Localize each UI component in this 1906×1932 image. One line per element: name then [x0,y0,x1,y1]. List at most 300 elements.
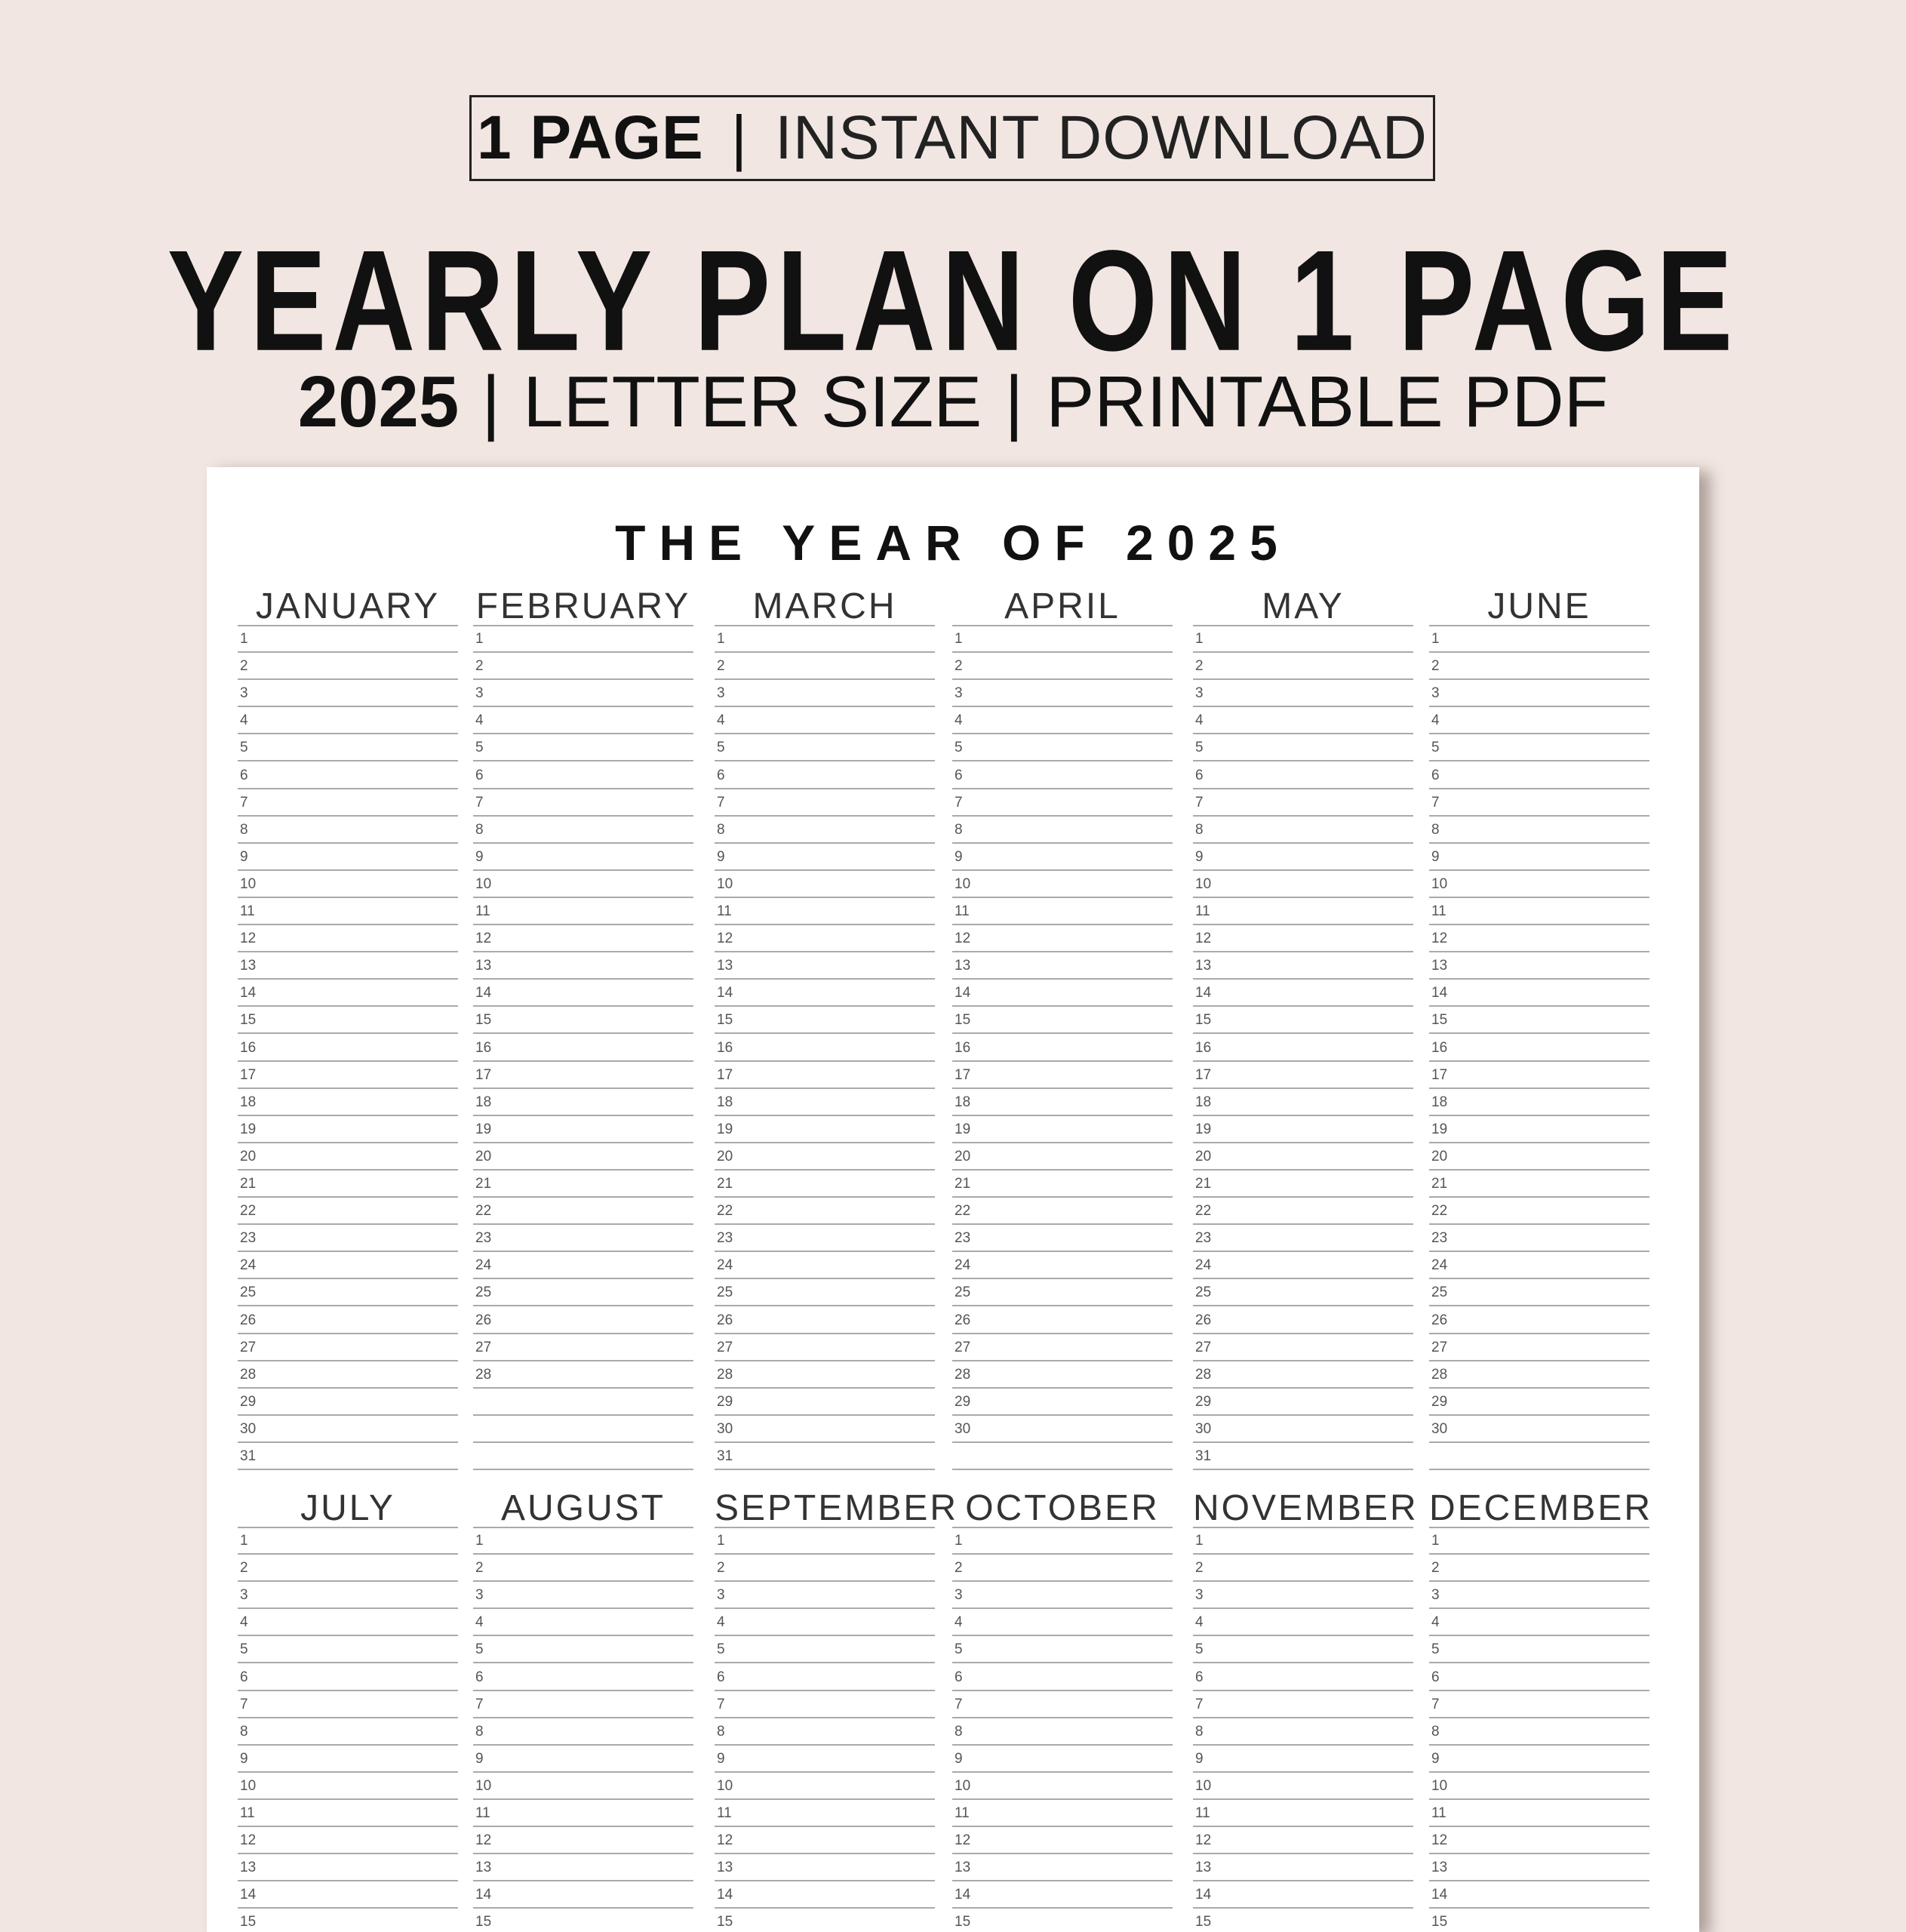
day-row[interactable] [473,1225,693,1252]
day-row[interactable] [238,1035,458,1062]
day-row[interactable] [238,844,458,871]
day-row[interactable] [715,1279,935,1306]
day-row[interactable] [1193,680,1413,707]
day-row[interactable] [715,1636,935,1663]
day-row[interactable] [238,817,458,844]
day-row[interactable] [1193,1773,1413,1800]
day-row[interactable] [238,1007,458,1034]
day-number: 22 [475,1203,492,1220]
day-row[interactable] [473,1582,693,1609]
day-row[interactable] [715,1718,935,1746]
day-row[interactable] [473,844,693,871]
day-row[interactable] [1193,1909,1413,1932]
day-row[interactable] [1193,1007,1413,1034]
day-row[interactable] [1429,1718,1649,1746]
day-row[interactable] [1429,1007,1649,1034]
day-number: 3 [717,1587,725,1604]
day-number: 26 [475,1312,492,1328]
day-row[interactable] [715,1361,935,1389]
day-row[interactable] [952,817,1173,844]
day-row[interactable] [1429,626,1649,653]
day-row[interactable] [1193,1718,1413,1746]
day-row[interactable] [238,952,458,980]
day-row[interactable] [473,1443,693,1470]
day-row[interactable] [952,1143,1173,1171]
day-row[interactable] [1193,1225,1413,1252]
day-number: 11 [955,1805,970,1821]
day-row[interactable] [238,980,458,1007]
day-row[interactable] [952,1279,1173,1306]
day-row[interactable] [473,1881,693,1909]
day-number: 12 [1431,1832,1448,1849]
day-row[interactable] [715,1334,935,1361]
day-row[interactable] [715,626,935,653]
day-row[interactable] [1429,1691,1649,1718]
day-row[interactable] [1429,1609,1649,1636]
day-row[interactable] [473,1555,693,1582]
day-row[interactable] [715,1062,935,1089]
day-row[interactable] [473,871,693,898]
day-row[interactable] [238,1881,458,1909]
day-number: 10 [1195,1777,1212,1794]
day-row[interactable] [952,1691,1173,1718]
day-row[interactable] [1429,1361,1649,1389]
day-row[interactable] [473,734,693,761]
day-row[interactable] [238,626,458,653]
day-row[interactable] [952,1007,1173,1034]
day-number: 8 [475,821,484,838]
day-row[interactable] [238,1718,458,1746]
day-row[interactable] [238,925,458,952]
day-row[interactable] [473,980,693,1007]
day-row[interactable] [238,1609,458,1636]
day-row[interactable] [1429,1089,1649,1116]
day-row[interactable] [1429,762,1649,789]
day-number: 2 [240,658,248,675]
day-row[interactable] [473,1361,693,1389]
day-row[interactable] [715,1143,935,1171]
day-row[interactable] [473,1307,693,1334]
day-row[interactable] [1193,653,1413,680]
day-row[interactable] [952,626,1173,653]
day-row[interactable] [238,1307,458,1334]
day-number: 18 [1195,1094,1212,1110]
day-row[interactable] [1193,1443,1413,1470]
day-row[interactable] [952,734,1173,761]
day-row[interactable] [952,1225,1173,1252]
day-number: 11 [1195,903,1210,919]
day-row[interactable] [715,1773,935,1800]
day-row[interactable] [1429,1307,1649,1334]
day-row[interactable] [473,789,693,817]
day-row[interactable] [715,1416,935,1443]
day-row[interactable] [473,1171,693,1198]
day-row[interactable] [1193,1171,1413,1198]
day-row[interactable] [473,1746,693,1773]
day-row[interactable] [952,1416,1173,1443]
day-row[interactable] [473,1609,693,1636]
day-row[interactable] [473,1035,693,1062]
day-row[interactable] [238,1143,458,1171]
day-row[interactable] [1193,1854,1413,1881]
day-row[interactable] [715,653,935,680]
day-row[interactable] [952,980,1173,1007]
day-row[interactable] [238,1800,458,1827]
day-row[interactable] [238,1827,458,1854]
day-row[interactable] [1193,707,1413,734]
day-row[interactable] [1429,1143,1649,1171]
day-row[interactable] [1429,952,1649,980]
day-row[interactable] [715,1664,935,1691]
day-row[interactable] [238,707,458,734]
day-row[interactable] [952,653,1173,680]
day-number: 19 [240,1121,257,1137]
day-row[interactable] [1193,626,1413,653]
day-row[interactable] [1429,1582,1649,1609]
day-row[interactable] [1193,1555,1413,1582]
badge-download: INSTANT DOWNLOAD [775,103,1428,172]
day-row[interactable] [238,1062,458,1089]
day-row[interactable] [1429,707,1649,734]
day-row[interactable] [715,1252,935,1279]
day-row[interactable] [952,1089,1173,1116]
day-row[interactable] [1429,1909,1649,1932]
day-row[interactable] [715,844,935,871]
day-row[interactable] [473,1198,693,1225]
day-number: 13 [240,958,257,974]
day-row[interactable] [473,1691,693,1718]
day-row[interactable] [952,789,1173,817]
day-row[interactable] [1193,1035,1413,1062]
day-number: 24 [475,1257,492,1274]
day-row[interactable] [715,1854,935,1881]
day-row[interactable] [1193,1389,1413,1416]
day-number: 7 [475,1696,484,1712]
day-row[interactable] [952,871,1173,898]
day-row[interactable] [1193,898,1413,925]
day-row[interactable] [1429,898,1649,925]
day-row[interactable] [1429,653,1649,680]
day-row[interactable] [238,1909,458,1932]
day-row[interactable] [715,707,935,734]
day-row[interactable] [1193,1582,1413,1609]
day-row[interactable] [238,1664,458,1691]
day-number: 6 [1195,1669,1204,1685]
day-row[interactable] [238,680,458,707]
day-row[interactable] [238,1389,458,1416]
day-row[interactable] [715,898,935,925]
subtitle-year: 2025 [297,361,460,442]
day-row[interactable] [715,1089,935,1116]
day-row[interactable] [715,1555,935,1582]
day-row[interactable] [715,1007,935,1034]
day-row[interactable] [952,1881,1173,1909]
day-row[interactable] [238,1582,458,1609]
day-row[interactable] [715,1527,935,1555]
day-row[interactable] [473,1334,693,1361]
day-row[interactable] [715,925,935,952]
day-row[interactable] [1429,1881,1649,1909]
day-row[interactable] [473,653,693,680]
day-row[interactable] [952,1746,1173,1773]
day-row[interactable] [1429,844,1649,871]
day-row[interactable] [473,1062,693,1089]
day-row[interactable] [473,1773,693,1800]
day-number: 25 [1431,1284,1448,1301]
day-number: 11 [240,903,255,919]
day-row[interactable] [473,626,693,653]
day-row[interactable] [1429,1334,1649,1361]
day-row[interactable] [952,1664,1173,1691]
day-row[interactable] [1429,1854,1649,1881]
day-row[interactable] [473,680,693,707]
day-row[interactable] [1429,1527,1649,1555]
day-row[interactable] [238,1252,458,1279]
day-row[interactable] [1193,980,1413,1007]
day-row[interactable] [473,1827,693,1854]
day-row[interactable] [473,1089,693,1116]
day-row[interactable] [952,898,1173,925]
day-row[interactable] [238,789,458,817]
day-row[interactable] [1193,1664,1413,1691]
day-row[interactable] [1193,1416,1413,1443]
day-row[interactable] [1429,1416,1649,1443]
day-row[interactable] [1429,1171,1649,1198]
day-row[interactable] [238,1334,458,1361]
day-row[interactable] [952,1307,1173,1334]
day-row[interactable] [238,1555,458,1582]
day-row[interactable] [952,1443,1173,1470]
day-row[interactable] [1193,734,1413,761]
day-row[interactable] [1429,680,1649,707]
day-row[interactable] [473,925,693,952]
day-row[interactable] [715,871,935,898]
day-row[interactable] [1429,1062,1649,1089]
day-row[interactable] [473,1909,693,1932]
day-row[interactable] [715,1389,935,1416]
day-row[interactable] [715,762,935,789]
day-row[interactable] [473,1800,693,1827]
day-row[interactable] [1193,1089,1413,1116]
day-row[interactable] [473,1527,693,1555]
day-row[interactable] [238,1416,458,1443]
day-row[interactable] [238,1225,458,1252]
day-row[interactable] [715,789,935,817]
day-row[interactable] [952,1773,1173,1800]
day-row[interactable] [1429,1116,1649,1143]
day-row[interactable] [473,1007,693,1034]
day-row[interactable] [952,1636,1173,1663]
day-row[interactable] [715,1225,935,1252]
day-row[interactable] [1429,1443,1649,1470]
day-row[interactable] [715,1582,935,1609]
day-row[interactable] [238,1746,458,1773]
day-row[interactable] [1193,1800,1413,1827]
day-row[interactable] [1193,1527,1413,1555]
day-row[interactable] [1429,1636,1649,1663]
day-row[interactable] [1429,1389,1649,1416]
day-row[interactable] [1429,1800,1649,1827]
day-row[interactable] [1429,1664,1649,1691]
day-row[interactable] [715,1307,935,1334]
day-row[interactable] [1193,925,1413,952]
day-row[interactable] [1193,1116,1413,1143]
day-row[interactable] [1193,1746,1413,1773]
day-row[interactable] [952,1361,1173,1389]
day-row[interactable] [238,1116,458,1143]
day-row[interactable] [238,1279,458,1306]
day-row[interactable] [715,1198,935,1225]
day-row[interactable] [715,980,935,1007]
day-row[interactable] [715,1609,935,1636]
day-row[interactable] [952,1527,1173,1555]
day-row[interactable] [238,1089,458,1116]
day-row[interactable] [473,817,693,844]
day-row[interactable] [1193,844,1413,871]
day-row[interactable] [1193,762,1413,789]
day-row[interactable] [952,1334,1173,1361]
day-row[interactable] [715,1909,935,1932]
day-row[interactable] [1429,1555,1649,1582]
day-row[interactable] [952,707,1173,734]
day-number: 6 [475,767,484,783]
day-row[interactable] [238,762,458,789]
day-row[interactable] [952,1909,1173,1932]
day-row[interactable] [238,1443,458,1470]
day-row[interactable] [1193,1062,1413,1089]
day-row[interactable] [1429,1035,1649,1062]
day-row[interactable] [1193,1609,1413,1636]
day-row[interactable] [238,653,458,680]
day-row[interactable] [1193,1636,1413,1663]
day-row[interactable] [1193,1881,1413,1909]
day-row[interactable] [473,1854,693,1881]
day-row[interactable] [952,1609,1173,1636]
day-row[interactable] [473,1116,693,1143]
day-row[interactable] [473,1143,693,1171]
day-row[interactable] [952,1171,1173,1198]
day-row[interactable] [952,1854,1173,1881]
day-row[interactable] [238,1691,458,1718]
day-row[interactable] [715,1881,935,1909]
day-row[interactable] [473,898,693,925]
day-row[interactable] [952,762,1173,789]
day-row[interactable] [473,1389,693,1416]
day-row[interactable] [1193,1334,1413,1361]
day-row[interactable] [1429,789,1649,817]
day-row[interactable] [952,1718,1173,1746]
day-row[interactable] [715,1746,935,1773]
day-number: 30 [1431,1420,1448,1437]
day-row[interactable] [473,1279,693,1306]
day-number: 7 [1431,1696,1440,1712]
day-row[interactable] [1429,817,1649,844]
day-number: 17 [1195,1066,1212,1083]
day-row[interactable] [1193,1252,1413,1279]
day-row[interactable] [1429,1773,1649,1800]
day-row[interactable] [473,1252,693,1279]
day-row[interactable] [1429,1198,1649,1225]
day-row[interactable] [1429,980,1649,1007]
day-row[interactable] [715,1116,935,1143]
day-row[interactable] [1193,1198,1413,1225]
day-row[interactable] [238,1773,458,1800]
day-row[interactable] [238,1636,458,1663]
day-row[interactable] [1193,1279,1413,1306]
day-number: 20 [1431,1148,1448,1164]
day-row[interactable] [952,1800,1173,1827]
day-row[interactable] [952,1555,1173,1582]
day-row[interactable] [1193,1691,1413,1718]
day-row[interactable] [952,1389,1173,1416]
day-row[interactable] [715,680,935,707]
day-row[interactable] [952,1582,1173,1609]
day-row[interactable] [952,1116,1173,1143]
day-row[interactable] [1193,1827,1413,1854]
day-row[interactable] [1193,1143,1413,1171]
day-row[interactable] [238,1527,458,1555]
day-row[interactable] [238,734,458,761]
day-row[interactable] [238,1854,458,1881]
day-row[interactable] [238,1171,458,1198]
day-row[interactable] [952,1827,1173,1854]
day-row[interactable] [238,1361,458,1389]
day-row[interactable] [238,1198,458,1225]
day-row[interactable] [1429,734,1649,761]
day-row[interactable] [1193,1307,1413,1334]
day-row[interactable] [715,1443,935,1470]
day-row[interactable] [715,952,935,980]
day-row[interactable] [1193,789,1413,817]
day-row[interactable] [473,1664,693,1691]
day-row[interactable] [952,925,1173,952]
day-row[interactable] [715,1691,935,1718]
day-row[interactable] [715,1827,935,1854]
day-row[interactable] [1193,1361,1413,1389]
day-row[interactable] [1429,1746,1649,1773]
day-row[interactable] [473,952,693,980]
day-row[interactable] [1193,871,1413,898]
day-row[interactable] [238,871,458,898]
day-row[interactable] [238,898,458,925]
day-row[interactable] [952,1252,1173,1279]
day-row[interactable] [1429,1827,1649,1854]
day-row[interactable] [473,1718,693,1746]
day-row[interactable] [952,1062,1173,1089]
day-row[interactable] [1193,817,1413,844]
day-row[interactable] [715,734,935,761]
day-row[interactable] [952,952,1173,980]
day-row[interactable] [473,1416,693,1443]
day-row[interactable] [715,1800,935,1827]
day-row[interactable] [952,844,1173,871]
day-row[interactable] [715,817,935,844]
day-row[interactable] [473,707,693,734]
day-row[interactable] [952,1035,1173,1062]
day-row[interactable] [715,1171,935,1198]
day-row[interactable] [952,680,1173,707]
day-row[interactable] [1429,871,1649,898]
day-row[interactable] [952,1198,1173,1225]
day-row[interactable] [1193,952,1413,980]
day-row[interactable] [473,1636,693,1663]
day-row[interactable] [1429,925,1649,952]
day-row[interactable] [1429,1252,1649,1279]
day-row[interactable] [715,1035,935,1062]
day-row[interactable] [1429,1225,1649,1252]
day-row[interactable] [1429,1279,1649,1306]
day-row[interactable] [473,762,693,789]
